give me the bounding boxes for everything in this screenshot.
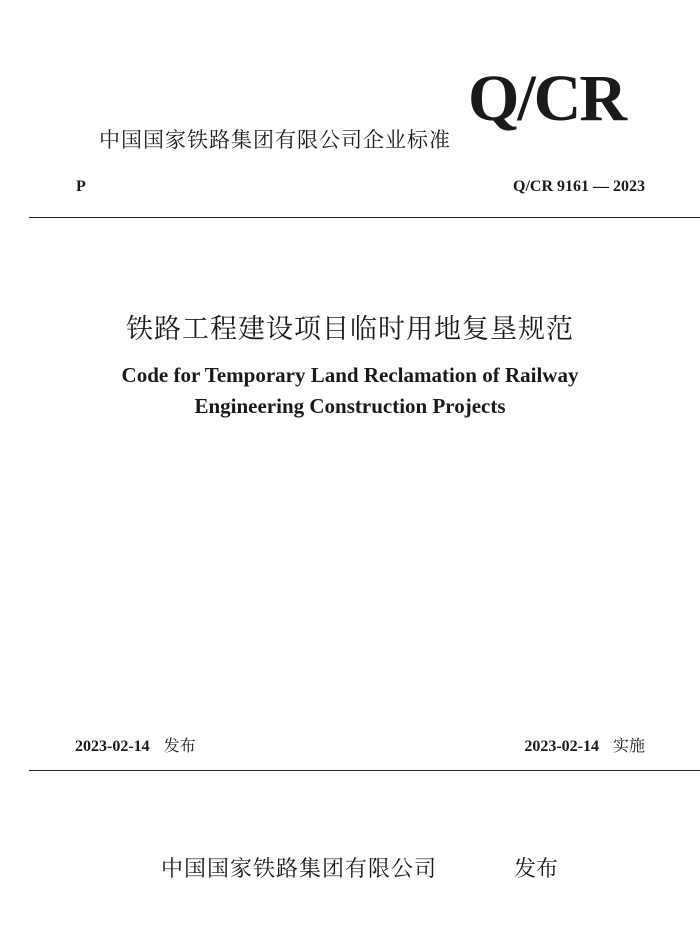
title-english-line-1: Code for Temporary Land Reclamation of Railway [121, 363, 579, 387]
implementation-date: 2023-02-14 [524, 738, 599, 755]
publisher-name: 中国国家铁路集团有限公司 [161, 857, 438, 882]
issue-label: 发布 [163, 736, 196, 755]
publish-label: 发布 [514, 857, 559, 882]
issue-date: 2023-02-14 [75, 738, 150, 755]
standard-number: Q/CR 9161 — 2023 [513, 178, 645, 195]
title-chinese: 铁路工程建设项目临时用地复垦规范 [126, 314, 574, 345]
standard-type: 中国国家铁路集团有限公司企业标准 [99, 128, 451, 152]
bottom-divider [29, 770, 700, 771]
issue-date-row [75, 733, 196, 756]
implementation-label: 实施 [612, 736, 645, 755]
title-english-line-2: Engineering Construction Projects [194, 394, 506, 418]
title-english [0, 360, 700, 422]
classification-code: P [76, 178, 86, 195]
standard-logo: Q/CR [468, 62, 625, 135]
implementation-date-row [524, 733, 645, 756]
top-divider [29, 217, 700, 218]
